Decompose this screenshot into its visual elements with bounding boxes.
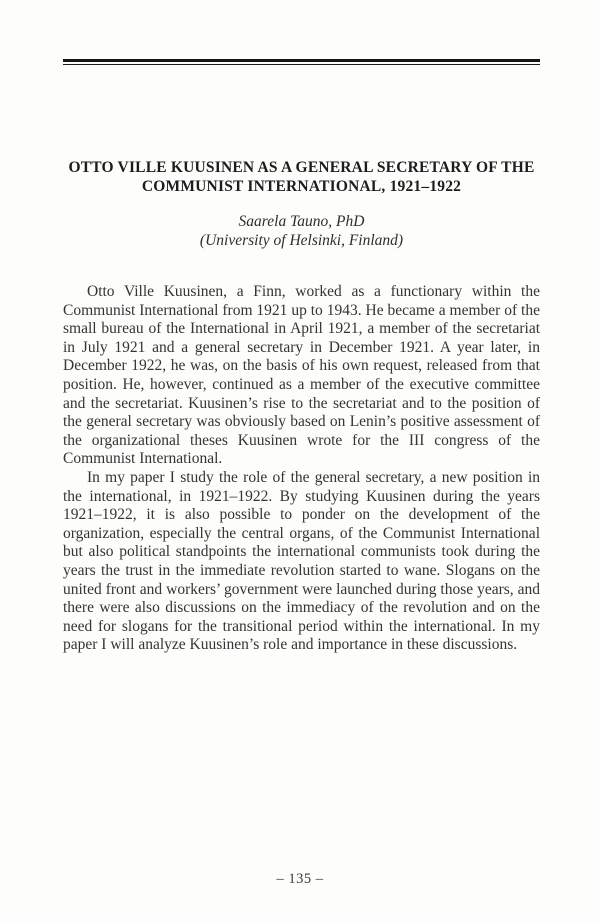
page-content [0, 59, 600, 655]
article-title [63, 158, 540, 196]
author-affiliation: (University of Helsinki, Finland) [199, 231, 404, 249]
abstract-paragraph-1: Otto Ville Kuusinen, a Finn, worked as a functionary within the Communist International from 1921 up to 1943. He became a member of the small bureau of the International in April 1921, a member of the secretariat in July 1921 and a general secretary in December 1921. A year later, in December 1922, he was, on the basis of his own request, released from that position. He, however, continued as a member of the executive committee and the secretariat. Kuusinen’s rise to the secretariat and to the position of the general secretary was obviously based on Lenin’s positive assessment of the organizational theses Kuusinen wrote for the III congress of the Communist International. [63, 283, 540, 468]
author-name: Saarela Tauno, PhD [238, 213, 365, 230]
article-title-line-2: COMMUNIST INTERNATIONAL, 1921–1922 [141, 178, 462, 195]
article-title-line-1: OTTO VILLE KUUSINEN AS A GENERAL SECRETARY OF THE [68, 159, 535, 176]
abstract-body [63, 283, 540, 655]
author-block [63, 213, 540, 250]
double-rule-divider [63, 59, 540, 65]
page-number: – 135 – [276, 871, 324, 887]
abstract-paragraph-2: In my paper I study the role of the general secretary, a new position in the international, in 1921–1922. By studying Kuusinen during the years 1921–1922, it is also possible to ponder on the development of the organization, especially the central organs, of the Communist International but also political standpoints the international communists took during the years the trust in the immediate revolution started to wane. Slogans on the united front and workers’ government were launched during those years, and there were also discussions on the immediacy of the revolution and on the need for slogans for the transitional period within the international. In my paper I will analyze Kuusinen’s role and importance in these discussions. [63, 468, 540, 654]
